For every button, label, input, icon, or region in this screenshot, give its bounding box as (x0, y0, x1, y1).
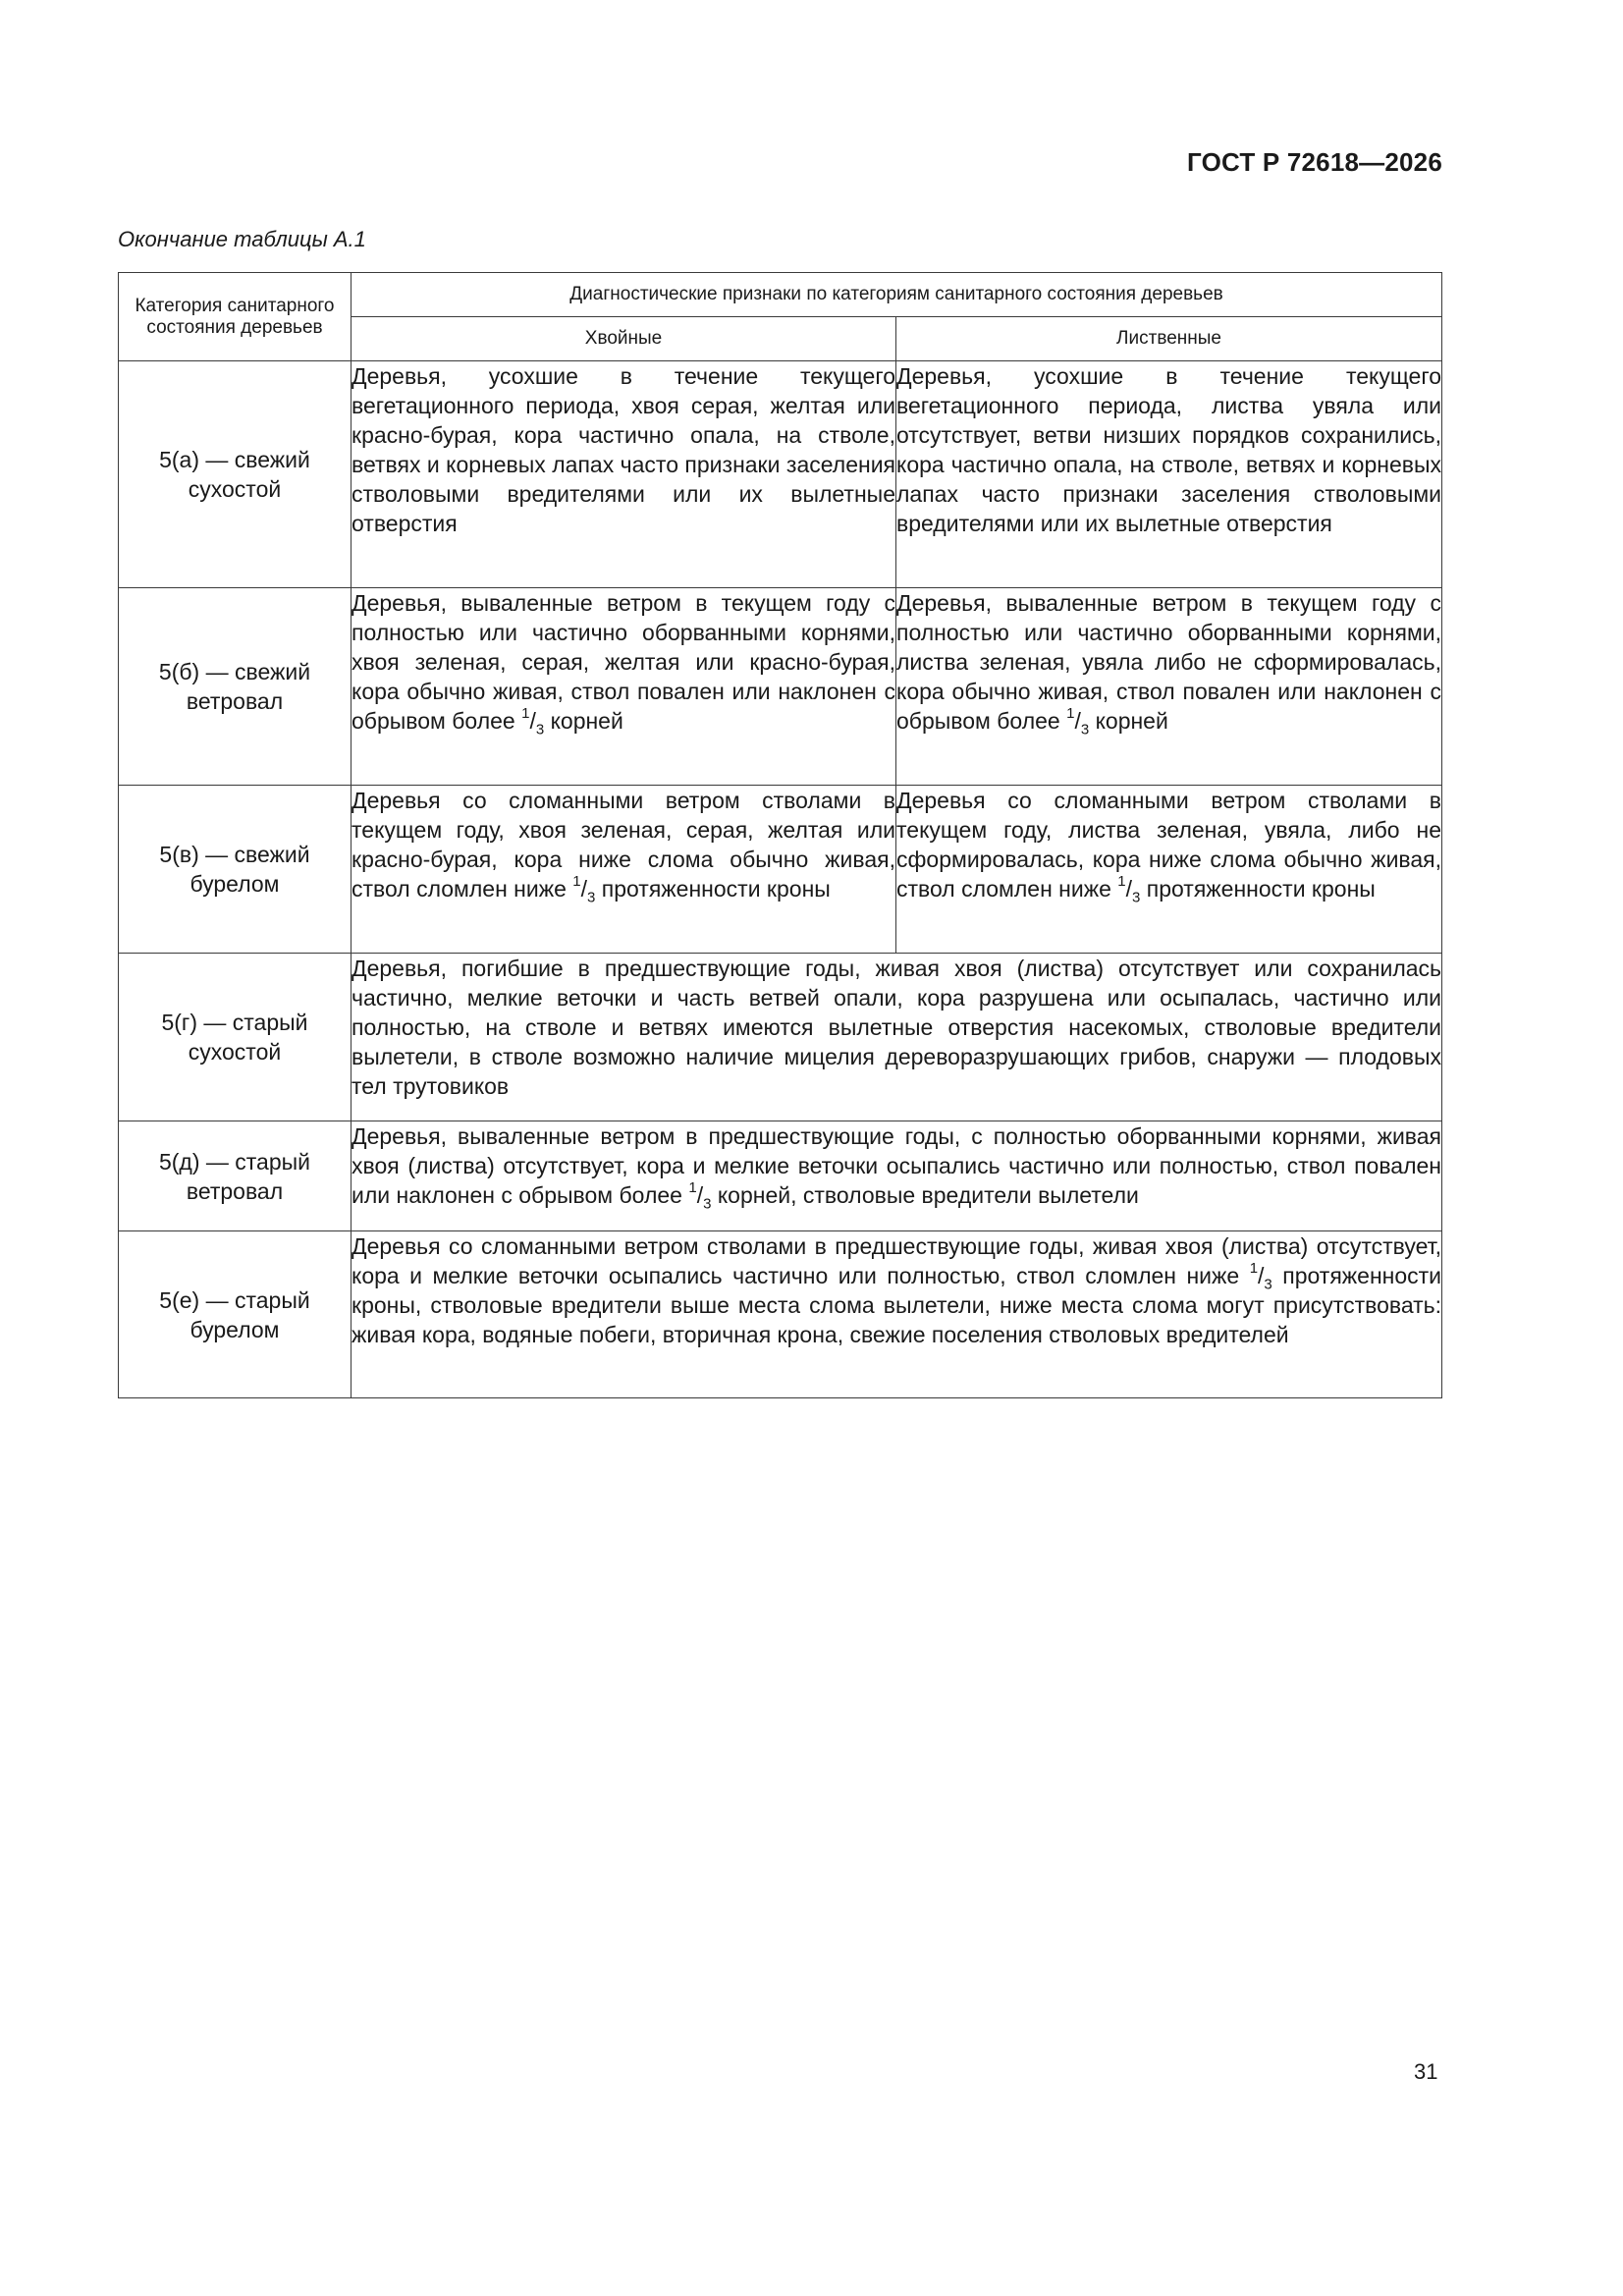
table-row (119, 588, 1442, 786)
category-cell: 5(б) — свежий ветровал (119, 588, 352, 786)
fraction-denominator: 3 (1080, 721, 1090, 738)
header-deciduous: Лиственные (896, 317, 1442, 361)
fraction-numerator: 1 (1117, 873, 1126, 891)
category-cell: 5(а) — свежий сухостой (119, 361, 352, 588)
fraction-denominator: 3 (1132, 889, 1141, 906)
category-cell: 5(в) — свежий бурелом (119, 786, 352, 954)
cell-text: протяженности кроны (1146, 876, 1376, 902)
fraction: $^1/_3$ (572, 873, 596, 906)
cell-text: корней (550, 708, 623, 734)
sanitary-category-table (118, 272, 1442, 1398)
fraction-numerator: 1 (521, 705, 530, 723)
cell-text: Деревья со сломанными ветром стволами в предшествующие годы, живая хвоя (листва) отсутствует, кора и мелкие веточки осыпались частично или полностью, ствол сломлен ниже (352, 1233, 1442, 1288)
fraction: $^1/_3$ (1117, 873, 1141, 906)
fraction: $^1/_3$ (521, 705, 545, 738)
fraction-denominator: 3 (587, 889, 596, 906)
cell-text: Деревья, вываленные ветром в предшествующие годы, с полностью оборванными корнями, живая хвоя (листва) отсутствует, кора и мелкие веточки осыпались частично или полностью, ствол повален или наклонен с обрывом более (352, 1123, 1442, 1208)
table-row (119, 954, 1442, 1121)
conifer-cell (352, 588, 896, 786)
header-category: Категория санитарного состояния деревьев (119, 273, 352, 361)
table-caption: Окончание таблицы А.1 (118, 227, 366, 251)
fraction-denominator: 3 (1264, 1276, 1272, 1293)
category-cell: 5(д) — старый ветровал (119, 1121, 352, 1231)
fraction-numerator: 1 (1249, 1260, 1259, 1278)
cell-text: Деревья, вываленные ветром в текущем году с полностью или частично оборванными корнями, листва зеленая, увяла либо не сформировалась, кора обычно живая, ствол повален или наклонен с обрывом более (896, 590, 1442, 734)
cell-text: протяженности кроны (601, 876, 831, 902)
document-code: ГОСТ Р 72618—2026 (1187, 147, 1442, 177)
table-row (119, 1231, 1442, 1398)
common-cell (352, 1231, 1442, 1398)
deciduous-cell (896, 588, 1442, 786)
table-row (119, 361, 1442, 588)
fraction: $^1/_3$ (1249, 1260, 1272, 1293)
table-row (119, 786, 1442, 954)
header-conifer: Хвойные (352, 317, 896, 361)
cell-text: Деревья со сломанными ветром стволами в текущем году, листва зеленая, увяла, либо не сформировалась, кора ниже слома обычно живая, ствол сломлен ниже (896, 788, 1442, 902)
conifer-cell: Деревья, усохшие в течение текущего вегетационного периода, хвоя серая, желтая или красно-бурая, кора частично опала, на стволе, ветвях и корневых лапах часто признаки заселения стволовыми вредителями или их вылетные отверстия (352, 361, 896, 588)
common-cell: Деревья, погибшие в предшествующие годы, живая хвоя (листва) отсутствует или сохранилась частично, мелкие веточки и часть ветвей опали, кора разрушена или осыпалась, частично или полностью, на стволе и ветвях имеются вылетные отверстия насекомых, стволовые вредители вылетели, в стволе возможно наличие мицелия дереворазрушающих грибов, снаружи — плодовых тел трутовиков (352, 954, 1442, 1121)
fraction-numerator: 1 (688, 1179, 697, 1197)
fraction-denominator: 3 (535, 721, 545, 738)
cell-text: корней, стволовые вредители вылетели (717, 1182, 1139, 1208)
common-cell (352, 1121, 1442, 1231)
deciduous-cell: Деревья, усохшие в течение текущего вегетационного периода, листва увяла или отсутствует, ветви низших порядков сохранились, кора частично опала, на стволе, ветвях и корневых лапах часто признаки заселения стволовыми вредителями или их вылетные отверстия (896, 361, 1442, 588)
cell-text: Деревья со сломанными ветром стволами в текущем году, хвоя зеленая, серая, желтая или красно-бурая, кора ниже слома обычно живая, ствол сломлен ниже (352, 788, 895, 902)
page-number: 31 (1414, 2059, 1438, 2084)
fraction-numerator: 1 (572, 873, 581, 891)
cell-text: протяженности кроны, стволовые вредители выше места слома вылетели, ниже места слома могут присутствовать: живая кора, водяные побеги, вторичная крона, свежие поселения стволовых вредителей (352, 1263, 1442, 1347)
deciduous-cell (896, 786, 1442, 954)
fraction: $^1/_3$ (688, 1179, 712, 1213)
cell-text: Деревья, вываленные ветром в текущем году с полностью или частично оборванными корнями, хвоя зеленая, серая, желтая или красно-бурая, кора обычно живая, ствол повален или наклонен с обрывом более (352, 590, 895, 734)
category-cell: 5(г) — старый сухостой (119, 954, 352, 1121)
table-header-row (119, 273, 1442, 317)
conifer-cell (352, 786, 896, 954)
fraction-denominator: 3 (703, 1195, 712, 1213)
category-cell: 5(е) — старый бурелом (119, 1231, 352, 1398)
fraction-numerator: 1 (1066, 705, 1075, 723)
header-diagnostic: Диагностические признаки по категориям санитарного состояния деревьев (352, 273, 1442, 317)
fraction: $^1/_3$ (1066, 705, 1090, 738)
table-row (119, 1121, 1442, 1231)
cell-text: корней (1095, 708, 1168, 734)
